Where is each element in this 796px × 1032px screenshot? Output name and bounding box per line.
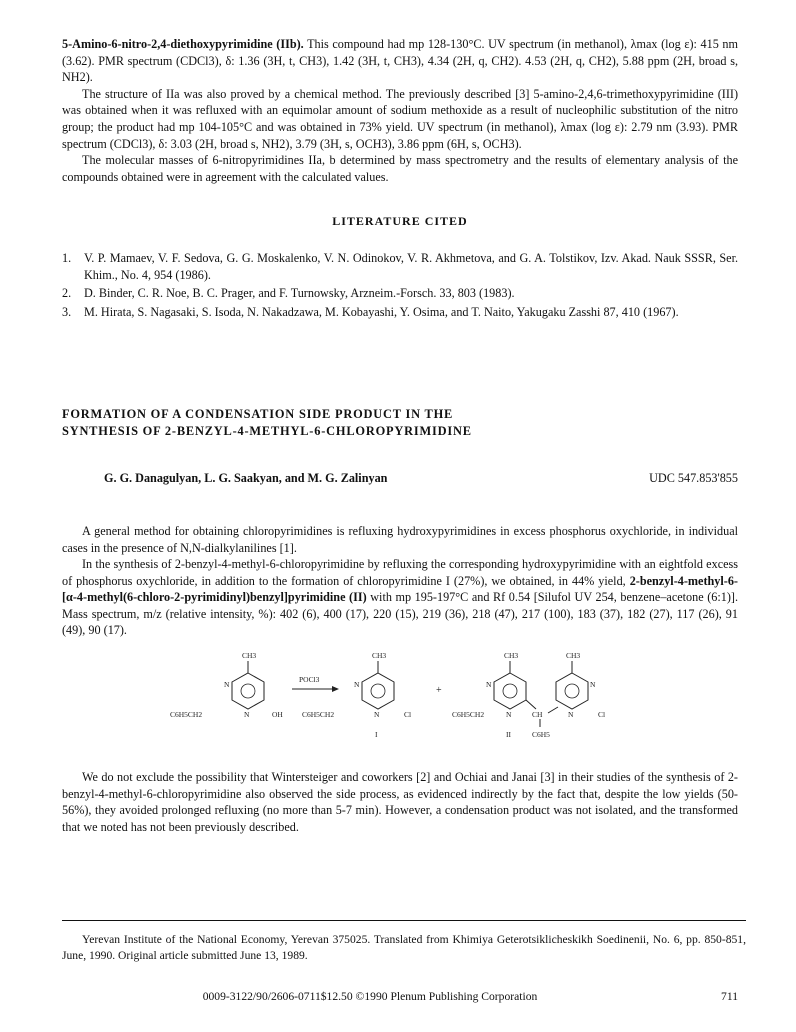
svg-text:N: N <box>590 680 596 690</box>
reference-item: 3. M. Hirata, S. Nagasaki, S. Isoda, N. Nakadzawa, M. Kobayashi, Y. Osima, and T. Naito, Yakugaku Zasshi 87, 410 (1967). <box>62 304 679 319</box>
svg-text:CH3: CH3 <box>566 651 581 661</box>
svg-text:N: N <box>354 680 360 690</box>
n-label: N <box>244 710 250 720</box>
svg-text:N: N <box>374 710 380 720</box>
page-footer <box>62 990 738 1003</box>
svg-text:N: N <box>568 710 574 720</box>
svg-text:CH3: CH3 <box>372 651 387 661</box>
svg-text:N: N <box>486 680 492 690</box>
svg-text:C6H5: C6H5 <box>532 730 550 740</box>
reaction-scheme-drawing <box>62 649 738 769</box>
paragraph-structure-proof: The structure of IIa was also proved by a chemical method. The previously described [3] 5-amino-2,4,6-trimethoxypyrimidine (III) was obtained when it was refluxed with an equimolar amount of sodium methoxide as a result of nucleophilic substitution of the nitro group; the product had mp 104-105°C and was obtained in 73% yield. UV spectrum (in methanol), λmax (log ε): 2.79 nm (3.93). PMR spectrum (CDCl3), δ: 3.03 (2H, broad s, NH2), 3.79 (3H, s, OCH3), 3.86 ppm (6H, s, OCH3). <box>62 86 738 151</box>
oh-label: OH <box>272 710 283 720</box>
footnote-divider <box>62 920 746 921</box>
reaction-arrow <box>292 675 339 692</box>
reference-item: 1. V. P. Mamaev, V. F. Sedova, G. G. Moskalenko, V. N. Odinokov, V. R. Akhmetova, and G. A. Tolstikov, Izv. Akad. Nauk SSSR, Ser. Khim., No. 4, 954 (1986). <box>62 250 738 282</box>
svg-text:C6H5CH2: C6H5CH2 <box>302 710 335 720</box>
page-number: 711 <box>721 990 738 1003</box>
compound-iib-data: This compound had mp 128-130°C. UV spectrum (in methanol), λmax (log ε): 415 nm (3.62). PMR spectrum (CDCl3), δ: 1.36 (3H, t, CH3), 1.42 (3H, t, CH3), 4.34 (2H, q, CH2). 4.53 (2H, q, CH2), 5.88 ppm (2H, broad s, NH2). <box>62 37 738 85</box>
paragraph-compound-iib <box>62 36 738 86</box>
paragraph-synthesis: In the synthesis of 2-benzyl-4-methyl-6-chloropyrimidine by refluxing the corresponding hydroxypyrimidine with an eightfold excess of phosphorus oxychloride, in addition to the formation of chloropyrimidine I (27%), we obtained, in 44% yield, 2-benzyl-4-methyl-6-[α-4-methyl(6-chloro-2-pyrimidinyl)benzyl]pyrimidine (II) with mp 195-197°C and Rf 0.54 [Silufol UV 254, benzene–acetone (6:1)]. Mass spectrum, m/z (relative intensity, %): 402 (6), 400 (17), 220 (15), 219 (36), 218 (47), 217 (100), 183 (37), 182 (27), 117 (26), 91 (49), 90 (17). <box>62 557 738 638</box>
svg-text:Cl: Cl <box>404 710 412 720</box>
plus-sign: + <box>436 685 442 697</box>
svg-text:Cl: Cl <box>598 710 606 720</box>
literature-heading: LITERATURE CITED <box>332 214 468 229</box>
starting-hydroxypyrimidine <box>170 651 283 719</box>
article-title: FORMATION OF A CONDENSATION SIDE PRODUCT IN THE SYNTHESIS OF 2-BENZYL-4-METHYL-6-CHLOROPYRIMIDINE <box>62 407 472 439</box>
compound-iib-name: 5-Amino-6-nitro-2,4-diethoxypyrimidine (IIb). <box>62 37 304 51</box>
product-i <box>302 651 411 739</box>
ch3-label: CH3 <box>242 651 257 661</box>
svg-text:CH3: CH3 <box>504 651 519 661</box>
compound-label-i: I <box>375 730 378 740</box>
compound-ii-name: 2-benzyl-4-methyl-6-[α-4-methyl(6-chloro-2-pyrimidinyl)benzyl]pyrimidine (II) <box>62 573 738 605</box>
reaction-scheme <box>62 649 738 769</box>
page-body <box>62 36 738 835</box>
reagent-label: POCl3 <box>299 675 320 685</box>
copyright-line: 0009-3122/90/2606-0711$12.50 ©1990 Plenum Publishing Corporation <box>202 990 538 1003</box>
compound-label-ii: II <box>506 730 511 740</box>
reference-item: 2. D. Binder, C. R. Noe, B. C. Prager, and F. Turnowsky, Arzneim.-Forsch. 33, 803 (1983). <box>62 286 515 301</box>
paragraph-molecular-masses: The molecular masses of 6-nitropyrimidines IIa, b determined by mass spectrometry and the results of elementary analysis of the compounds obtained were in agreement with the calculated values. <box>62 153 738 184</box>
product-ii <box>452 651 605 739</box>
paragraph-general-method: A general method for obtaining chloropyrimidines is refluxing hydroxypyrimidines in excess phosphorus oxychloride, in individual cases in the presence of N,N-dialkylanilines [1]. <box>62 523 738 555</box>
svg-text:N: N <box>506 710 512 720</box>
footnote: Yerevan Institute of the National Economy, Yerevan 375025. Translated from Khimiya Geterotsiklicheskikh Soedinenii, No. 6, pp. 850-851, June, 1990. Original article submitted June 13, 1989. <box>62 933 746 962</box>
benzyl-label: C6H5CH2 <box>170 710 203 720</box>
reference-list <box>62 250 738 320</box>
n-label: N <box>224 680 230 690</box>
authors: G. G. Danagulyan, L. G. Saakyan, and M. G. Zalinyan <box>104 471 388 486</box>
udc-code: UDC 547.853'855 <box>649 471 738 486</box>
author-line <box>62 470 738 487</box>
svg-text:CH: CH <box>532 710 543 720</box>
svg-text:C6H5CH2: C6H5CH2 <box>452 710 485 720</box>
paragraph-discussion: We do not exclude the possibility that Wintersteiger and coworkers [2] and Ochiai and Janai [3] in their studies of the synthesis of 2-benzyl-4-methyl-6-chloropyrimidine also observed the side process, as evidenced indirectly by the fact that, despite the low yields (50-56%), they avoided prolonged refluxing (no more than 5-7 min). However, a condensation product was not isolated, and the transformed that we noted has not been previously described. <box>62 770 738 834</box>
